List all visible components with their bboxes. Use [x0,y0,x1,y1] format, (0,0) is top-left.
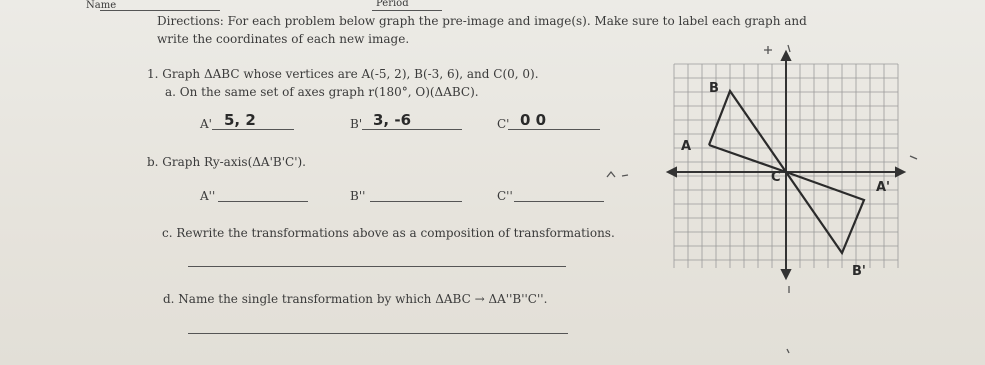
directions-line-1: Directions: For each problem below graph the pre-image and image(s). Make sure to label each graph and [157,14,807,28]
name-label: Name [86,0,117,11]
pencil-plus-mark [764,46,772,54]
pencil-bottom-mark [787,349,789,353]
triangle-a-prime-outline [786,172,864,253]
pencil-dash-mark [622,175,628,176]
axes [668,52,904,278]
b-prime-answer: 3, -6 [373,111,412,129]
x-axis-right-arrow [896,168,904,176]
period-label: Period [376,0,409,9]
a-double-prime-label: A'' [200,189,216,203]
triangle-abc-outline [709,91,786,172]
y-axis-up-arrow [782,52,790,60]
problem-1-text: 1. Graph ΔABC whose vertices are A(-5, 2), B(-3, 6), and C(0, 0). [147,67,539,81]
directions-line-2: write the coordinates of each new image. [157,32,410,46]
b-double-prime-label: B'' [350,189,366,203]
pencil-caret-mark [607,172,615,177]
x-axis-left-arrow [668,168,676,176]
label-a: A [681,139,692,154]
c-double-prime-label: C'' [497,189,513,203]
part-b-text: b. Graph Ry-axis(ΔA'B'C'). [147,155,306,169]
pencil-marks [607,45,917,353]
label-b: B [709,81,719,96]
label-c: C [771,170,781,185]
label-a-prime: A' [876,180,891,195]
a-prime-answer: 5, 2 [224,111,256,129]
triangle-abc [709,91,786,172]
triangle-a-prime [786,172,864,253]
a-prime-label: A' [200,117,212,131]
c-prime-answer: 0 0 [520,111,547,129]
pencil-right-mark [910,156,917,159]
b-prime-label: B' [350,117,363,131]
label-b-prime: B' [852,264,866,279]
y-axis-down-arrow [782,270,790,278]
part-d-text: d. Name the single transformation by which ΔABC → ΔA''B''C''. [163,292,548,306]
pencil-tick-mark [788,45,790,52]
c-prime-label: C' [497,117,510,131]
part-c-text: c. Rewrite the transformations above as a composition of transformations. [162,226,615,240]
part-a-text: a. On the same set of axes graph r(180°, O)(ΔABC). [165,85,479,99]
